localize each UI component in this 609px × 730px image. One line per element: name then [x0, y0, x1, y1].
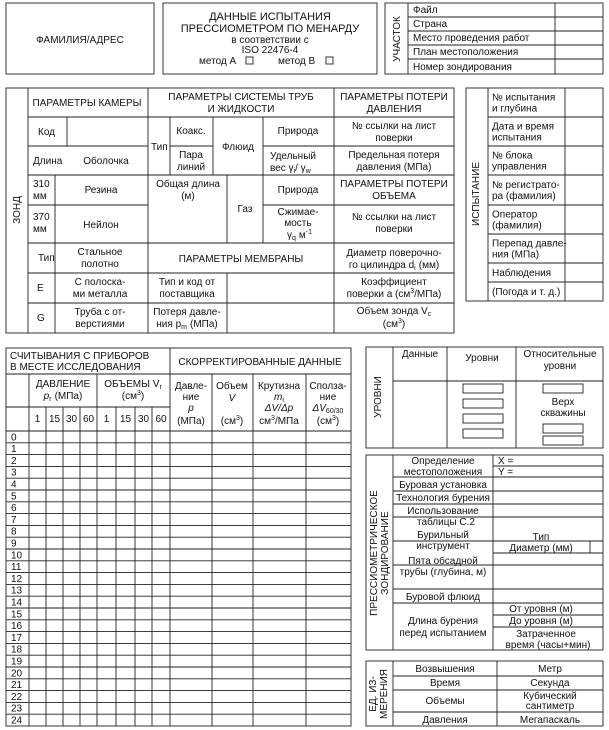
relative-level-box-3[interactable] [543, 436, 583, 445]
total-length-1: Общая длина [156, 179, 220, 190]
method-a-checkbox[interactable] [246, 57, 253, 64]
volumes-close: ) [140, 391, 145, 402]
location-2: местоположения [403, 467, 483, 478]
slope-unit: см [259, 416, 272, 427]
relative-level-box-2[interactable] [543, 424, 583, 433]
tool-1: Бурильный [417, 530, 469, 541]
rubber-label: Резина [84, 185, 118, 196]
row-number: 2 [11, 455, 17, 467]
unit-weight-slash: / γ [295, 163, 306, 174]
well-top-2: скважины [540, 408, 586, 419]
title-line-2: ПРЕССИОМЕТРОМ ПО МЕНАРДУ [180, 23, 360, 35]
level-box-2[interactable] [463, 399, 503, 408]
diameter-2 [349, 260, 439, 272]
unit-weight-text: вес γ [270, 163, 294, 174]
coefficient-1: Коэффициент [361, 277, 427, 288]
test-row-label: ра (фамилия) [492, 191, 556, 202]
tool-type-label: Тип [532, 532, 550, 543]
membrane-pressure-text: ния p [156, 319, 182, 330]
unit-weight-2 [270, 163, 312, 175]
fluid-label: Флюид [221, 142, 255, 153]
unit-u-cubic-2: сантиметр [525, 701, 575, 712]
volume-loss-header-1: ПАРАМЕТРЫ ПОТЕРИ [340, 179, 448, 190]
row-number: 0 [11, 432, 17, 444]
levels-label: УРОВНИ [373, 376, 384, 418]
col-slope-3: ΔV/Δp [264, 403, 294, 414]
time-spent-1: Затраченное [516, 629, 576, 640]
test-row-label: № блока [492, 150, 533, 162]
membrane-type-1: Тип и код от [158, 277, 216, 288]
pressure-loss-header-1: ПАРАМЕТРЫ ПОТЕРИ [340, 92, 448, 103]
tubing-type-label: Тип [151, 142, 168, 153]
steel-blade-2: полотно [81, 259, 119, 270]
pressure-col-header-1: ДАВЛЕНИЕ [35, 379, 91, 390]
creep-cube: 3 [331, 415, 336, 422]
readings-grid [6, 407, 351, 726]
col-slope-4 [259, 415, 299, 427]
levels-data-header: Данные [401, 349, 439, 360]
slope-sub: i [282, 397, 284, 404]
level-box-4[interactable] [463, 429, 503, 438]
strip-tube-2: ми металла [72, 289, 128, 300]
test-row-label: (фамилия) [492, 220, 542, 232]
to-level-label: До уровня (м) [509, 616, 573, 627]
coefficient-text: поверки a (см [346, 289, 411, 300]
probe-volume-close: ) [401, 319, 406, 330]
test-row-label: ния (МПа) [492, 249, 540, 261]
col-volume-2: V [228, 393, 236, 404]
probe-volume-cube: 3 [397, 318, 402, 325]
test-rows [492, 93, 567, 299]
test-row-label: Перепад давле- [492, 238, 567, 250]
row-number: 23 [11, 703, 23, 715]
mm310-unit: мм [33, 191, 47, 202]
nylon-label: Нейлон [83, 220, 119, 231]
well-top-1: Верх [551, 397, 575, 408]
slope-cube: 3 [271, 415, 275, 422]
diameter-unit: (мм) [418, 260, 440, 271]
units-label-2: МЕРЕНИЯ [379, 669, 390, 719]
test-row-label: управления [492, 161, 547, 173]
coefficient-unit: /МПа) [414, 289, 442, 300]
method-a-label: метод А [199, 56, 237, 67]
coax-label: Коакс. [176, 126, 206, 137]
time-header: 30 [137, 414, 150, 425]
coefficient-2 [347, 288, 442, 300]
col-creep-1: Сполза- [309, 381, 347, 392]
col-pressure-2: ние [182, 392, 200, 403]
col-pressure-3: p [188, 403, 194, 414]
row-number: 6 [11, 503, 17, 515]
site-row-plan: План местоположения [413, 47, 519, 58]
col-volume-close: ) [239, 416, 244, 427]
volumes-unit: (см [121, 391, 137, 402]
slotted-tube-2: верстиями [75, 319, 125, 330]
x-coord-label: X = [498, 456, 514, 467]
test-row-label: испытания [492, 132, 542, 144]
unit-u-cubic-1: Кубический [523, 691, 577, 702]
diameter-text: го цилиндра d [348, 260, 415, 271]
volumes-col-header-1 [104, 379, 162, 391]
site-row-place: Место проведения работ [413, 33, 530, 44]
form-title [181, 11, 360, 56]
test-label: ИСПЫТАНИЕ [471, 162, 482, 226]
gamma-w-sub: w [305, 168, 311, 175]
col-pressure-4: (МПа) [177, 416, 205, 427]
membrane-header: ПАРАМЕТРЫ МЕМБРАНЫ [178, 254, 304, 265]
level-box-1[interactable] [463, 384, 503, 393]
table-use-1: Использование [407, 506, 479, 517]
test-row-label: № испытания [492, 92, 556, 104]
sounding-label-2: ЗОНДИРОВАНИЕ [380, 511, 391, 595]
site-row-country: Страна [413, 19, 448, 30]
site-row-file: Файл [413, 5, 438, 16]
row-number: 20 [11, 668, 23, 680]
row-number: 7 [11, 514, 17, 526]
slotted-tube-1: Труба с от- [74, 307, 126, 318]
tubing-header-1: ПАРАМЕТРЫ СИСТЕМЫ ТРУБ [168, 92, 314, 103]
mm310: 310 [33, 179, 50, 190]
col-creep-4 [317, 415, 339, 427]
from-level-label: От уровня (м) [509, 604, 573, 615]
time-header: 30 [65, 414, 78, 425]
relative-header-2: уровни [543, 361, 577, 372]
volumes-text: ОБЪЕМЫ V [104, 379, 160, 390]
levels-header: Уровни [465, 353, 499, 364]
creep-unit: (см [316, 416, 332, 427]
pressure-col-header-2 [43, 391, 83, 403]
volumes-sub: r [159, 384, 162, 391]
probe-label: ЗОНД [12, 196, 23, 224]
test-row-label: (Погода и т. д.) [492, 287, 561, 298]
row-number: 15 [11, 609, 23, 621]
col-volume-3 [221, 415, 243, 427]
time-header: 1 [103, 414, 110, 425]
method-b-label: метод В [278, 56, 316, 67]
time-headers [35, 414, 167, 425]
row-number: 22 [11, 691, 23, 703]
limit-pressure-2: давления (МПа) [356, 162, 432, 173]
casing-1: Пята обсадной [408, 556, 478, 567]
type-label: Тип [38, 253, 55, 264]
col-creep-3 [312, 403, 344, 415]
pressure-loss-header-2: ДАВЛЕНИЯ [366, 104, 422, 115]
code-label: Код [38, 127, 56, 138]
tool-diameter-label: Диаметр (мм) [509, 543, 573, 554]
strip-tube-1: С полоска- [74, 277, 126, 288]
nature2-label: Природа [277, 185, 319, 196]
unit-q-pressure: Давления [422, 715, 468, 726]
pm-sub: m [181, 324, 187, 331]
drill-length-2: перед испытанием [399, 628, 487, 639]
row-number: 10 [11, 550, 23, 562]
units-label-1: ЕД. ИЗ- [368, 676, 379, 712]
col-slope-1: Крутизна [257, 381, 301, 392]
gamma-i-sub: i [293, 168, 296, 175]
test-row-label: и глубина [492, 103, 538, 115]
col-volume-unit: (см [220, 416, 236, 427]
mud-label: Буровой флюид [405, 592, 481, 603]
row-number: 18 [11, 644, 23, 656]
site-label: УЧАСТОК [392, 16, 403, 62]
col-volume-cube: 3 [235, 415, 240, 422]
row-number: 5 [11, 491, 17, 503]
volumes-col-header-2 [122, 390, 144, 402]
pair-label-1: Пара [179, 150, 203, 161]
pair-label-2: линий [176, 162, 206, 173]
method-b-checkbox[interactable] [326, 57, 333, 64]
total-length-2: (м) [181, 191, 195, 202]
probe-volume-1 [357, 305, 432, 318]
sheath-label: Оболочка [83, 156, 129, 167]
membrane-type-2: поставщика [159, 289, 215, 300]
row-number: 9 [11, 538, 17, 550]
time-header: 15 [119, 414, 132, 425]
gas-label: Газ [237, 204, 253, 215]
g-label: G [37, 313, 45, 324]
membrane-pressure-unit: (МПа) [189, 319, 218, 330]
pressure-symbol: p [43, 391, 50, 402]
time-spent-2: время (часы+мин) [505, 640, 591, 651]
compress-3 [287, 229, 312, 242]
corrected-header: СКОРРЕКТИРОВАННЫЕ ДАННЫЕ [178, 357, 342, 368]
gamma-symbol: γ [287, 230, 292, 241]
readings-header-1: СЧИТЫВАНИЯ С ПРИБОРОВ [10, 351, 150, 362]
title-line-3: в соответствии с [231, 35, 309, 46]
pressure-sub: r [49, 396, 52, 403]
casing-2: трубы (глубина, м) [399, 567, 487, 578]
table-use-2: таблицы С.2 [417, 517, 475, 528]
time-header: 1 [34, 414, 41, 425]
technology-label: Технология бурения [396, 493, 490, 504]
test-row-label: Оператор [492, 209, 538, 221]
ref-sheet-2: поверки [375, 133, 413, 144]
row-number: 17 [11, 632, 23, 644]
unit-u-megapascal: Мегапаскаль [519, 715, 581, 726]
title-line-4: ISO 22476-4 [241, 45, 299, 56]
row-number: 21 [11, 680, 23, 692]
mm370: 370 [33, 212, 50, 223]
gamma-q-sub: q [292, 235, 296, 242]
limit-pressure-1: Предельная потеря [348, 150, 440, 161]
unit-q-time: Время [429, 678, 461, 689]
col-volume-1: Объем [216, 381, 248, 392]
steel-blade-1: Стальное [77, 247, 123, 258]
probe-volume-text: Объем зонда V [356, 306, 428, 317]
col-pressure-1: Давле- [174, 381, 208, 392]
membrane-pressure-1: Потеря давле- [153, 307, 221, 318]
sounding-label-1: ПРЕССИОМЕТРИЧЕСКОЕ [369, 490, 380, 616]
membrane-pressure-2 [156, 319, 217, 331]
pressure-unit: (МПа) [54, 391, 83, 402]
rig-label: Буровая установка [399, 480, 487, 491]
row-number: 8 [11, 526, 17, 538]
slope-per-mpa: /МПа [274, 416, 299, 427]
test-row-label: Дата и время [492, 121, 555, 133]
mm370-unit: мм [33, 224, 47, 235]
length-label: Длина [33, 156, 63, 167]
compress-2: мость [284, 218, 312, 229]
relative-header-1: Относительные [523, 349, 597, 360]
site-row-sounding: Номер зондирования [413, 62, 512, 73]
unit-u-meter: Метр [538, 664, 562, 675]
unit-q-elevation: Возвышения [415, 664, 475, 675]
time-header: 60 [82, 414, 95, 425]
ref-sheet2-1: № ссылки на лист [351, 212, 437, 223]
row-number: 19 [11, 656, 23, 668]
col-creep-2: ние [319, 392, 337, 403]
volume-loss-header-2: ОБЪЕМА [372, 191, 416, 202]
unit-weight-1: Удельный [270, 151, 316, 162]
time-header: 15 [48, 414, 61, 425]
row-number: 14 [11, 597, 23, 609]
row-number: 12 [11, 573, 23, 585]
ref-sheet-1: № ссылки на лист [351, 121, 437, 132]
level-box-3[interactable] [463, 414, 503, 423]
name-address-label: ФАМИЛИЯ/АДРЕС [36, 35, 124, 46]
title-line-1: ДАННЫЕ ИСПЫТАНИЯ [209, 11, 331, 23]
test-row-label: № регистрато- [492, 180, 560, 191]
tool-2: инструмент [416, 541, 470, 552]
meter-unit: м [298, 230, 306, 241]
volumes-cube: 3 [136, 390, 141, 397]
coefficient-cube: 3 [410, 288, 415, 295]
unit-u-second: Секунда [530, 678, 570, 689]
creep-close: ) [335, 416, 340, 427]
drill-length-1: Длина бурения [407, 616, 479, 627]
v-sub: c [427, 311, 432, 318]
time-header: 60 [155, 414, 167, 425]
minus-one-sup: -1 [305, 229, 313, 236]
location-1: Определение [411, 456, 475, 467]
row-number: 13 [11, 585, 23, 597]
test-row-label: Наблюдения [492, 268, 552, 279]
compress-1: Сжимае- [277, 207, 319, 218]
ref-sheet2-2: поверки [375, 224, 413, 235]
row-number: 24 [11, 715, 23, 727]
row-numbers [11, 432, 23, 726]
relative-level-box-1[interactable] [543, 384, 583, 393]
row-number: 3 [11, 467, 17, 479]
row-number: 16 [11, 621, 23, 633]
probe-volume-unit: (см [382, 319, 398, 330]
row-number: 1 [11, 444, 17, 456]
creep-sub: 60/30 [325, 408, 344, 415]
tubing-header-2: И ЖИДКОСТИ [207, 104, 275, 115]
row-number: 4 [11, 479, 17, 491]
readings-header-2: В МЕСТЕ ИССЛЕДОВАНИЯ [10, 362, 141, 373]
y-coord-label: Y = [498, 467, 514, 478]
diameter-1: Диаметр поверочно- [346, 248, 442, 259]
slope-m: m [274, 392, 283, 403]
nature-label: Природа [277, 126, 319, 137]
creep-dv: ΔV [312, 403, 326, 414]
chamber-header: ПАРАМЕТРЫ КАМЕРЫ [32, 98, 142, 109]
d-sub: i [414, 265, 416, 272]
probe-volume-2 [383, 318, 405, 330]
unit-q-volume: Объемы [425, 696, 465, 707]
row-number: 11 [11, 562, 22, 574]
e-label: Е [37, 283, 44, 294]
